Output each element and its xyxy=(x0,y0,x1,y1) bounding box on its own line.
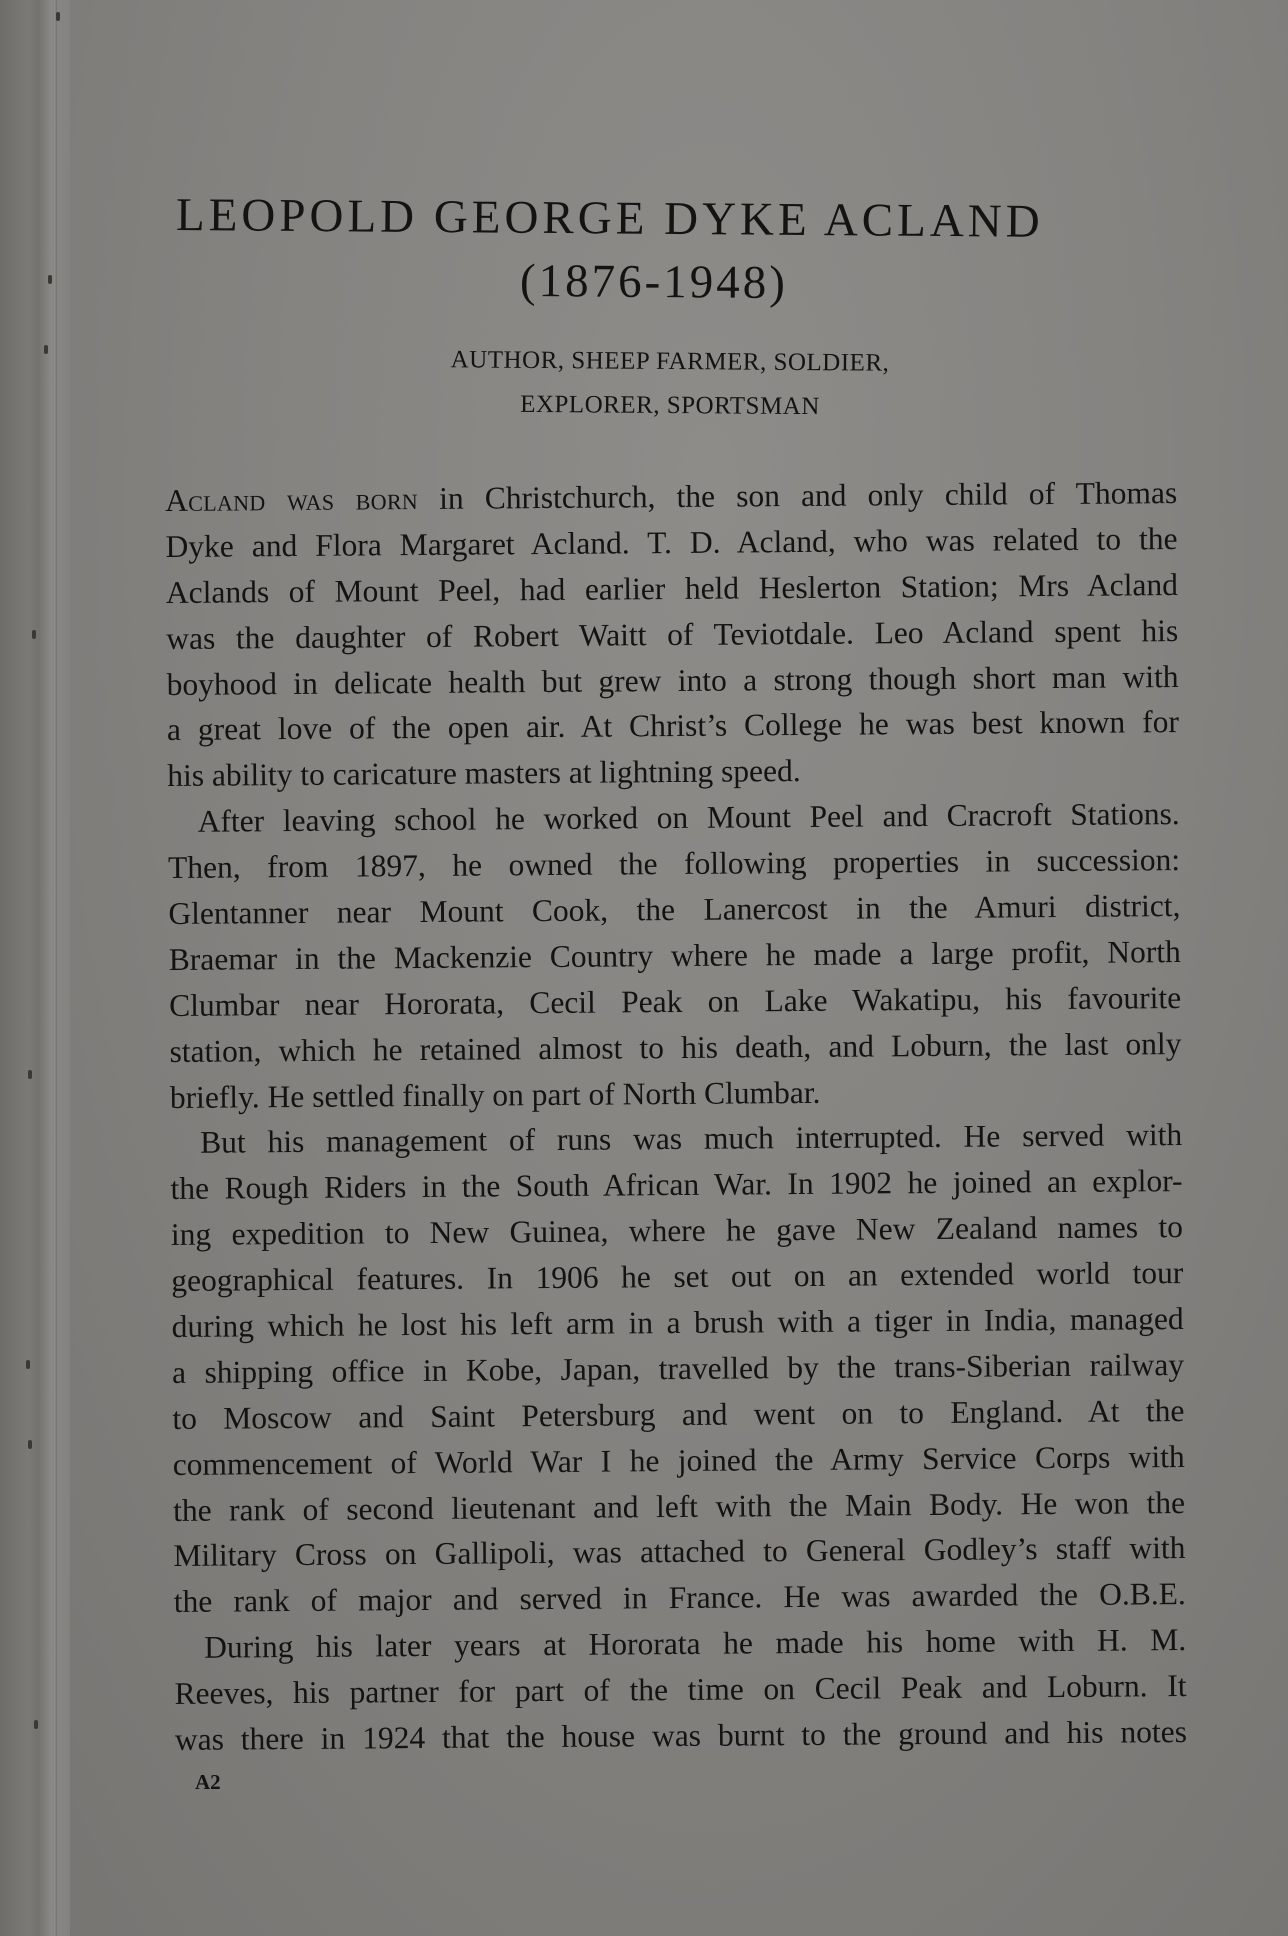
body-line: the Rough Riders in the South African War. In 1902 he joined an explor- xyxy=(170,1163,1183,1207)
body-line: Dyke and Flora Margaret Acland. T. D. Acland, who was related to the xyxy=(165,520,1178,564)
body-line xyxy=(165,470,1177,524)
body-line: During his later years at Hororata he made his home with H. M. xyxy=(204,1622,1187,1665)
biography-body xyxy=(165,470,1187,1763)
body-line: his ability to caricature masters at lightning speed. xyxy=(167,753,801,794)
body-line: the rank of second lieutenant and left with the Main Body. He won the xyxy=(172,1484,1186,1528)
body-line: Then, from 1897, he owned the following properties in succession: xyxy=(167,842,1181,886)
body-line: But his management of runs was much interrupted. He served with xyxy=(200,1117,1183,1161)
opening-smallcaps: Acland was born xyxy=(165,481,419,518)
body-line: was there in 1924 that the house was burnt to the ground and his notes xyxy=(174,1714,1188,1758)
body-line: a shipping office in Kobe, Japan, travelled by the trans-Siberian railway xyxy=(171,1346,1185,1390)
body-line-text: in Christchurch, the son and only child of Thomas xyxy=(417,475,1178,517)
page-folio: A2 xyxy=(195,1770,221,1794)
body-line: Braemar in the Mackenzie Country where he made a large profit, North xyxy=(168,933,1181,977)
body-line: was the daughter of Robert Waitt of Teviotdale. Leo Acland spent his xyxy=(166,612,1179,656)
roles-subtitle-line-1: AUTHOR, SHEEP FARMER, SOLDIER, xyxy=(450,346,890,377)
body-line: station, which he retained almost to his death, and Loburn, the last only xyxy=(169,1025,1182,1069)
body-line: Reeves, his partner for part of the time on Cecil Peak and Loburn. It xyxy=(174,1668,1187,1712)
body-line: After leaving school he worked on Mount Peel and Cracroft Stations. xyxy=(197,796,1180,839)
body-line: briefly. He settled finally on part of North Clumbar. xyxy=(169,1074,821,1115)
biography-title: LEOPOLD GEORGE DYKE ACLAND xyxy=(175,189,1044,248)
body-line: Military Cross on Gallipoli, was attached to General Godley’s staff with xyxy=(173,1530,1186,1574)
roles-subtitle-line-2: EXPLORER, SPORTSMAN xyxy=(520,390,820,421)
life-dates: (1876-1948) xyxy=(519,254,789,310)
body-line: the rank of major and served in France. He was awarded the O.B.E. xyxy=(173,1576,1186,1620)
body-line: geographical features. In 1906 he set out on an extended world tour xyxy=(171,1255,1184,1299)
body-line: commencement of World War I he joined the Army Service Corps with xyxy=(172,1438,1185,1482)
body-line: Glentanner near Mount Cook, the Lanercost in the Amuri district, xyxy=(168,888,1181,932)
body-line: during which he lost his left arm in a brush with a tiger in India, managed xyxy=(171,1301,1184,1345)
body-line: Clumbar near Hororata, Cecil Peak on Lake Wakatipu, his favourite xyxy=(169,979,1182,1023)
body-line: ing expedition to New Guinea, where he gave New Zealand names to xyxy=(170,1209,1184,1253)
body-line: to Moscow and Saint Petersburg and went on to England. At the xyxy=(172,1392,1185,1436)
body-line: Aclands of Mount Peel, had earlier held Heslerton Station; Mrs Acland xyxy=(165,566,1179,610)
body-line: boyhood in delicate health but grew into a strong though short man with xyxy=(166,658,1179,702)
body-line: a great love of the open air. At Christ’s College he was best known for xyxy=(166,704,1180,748)
